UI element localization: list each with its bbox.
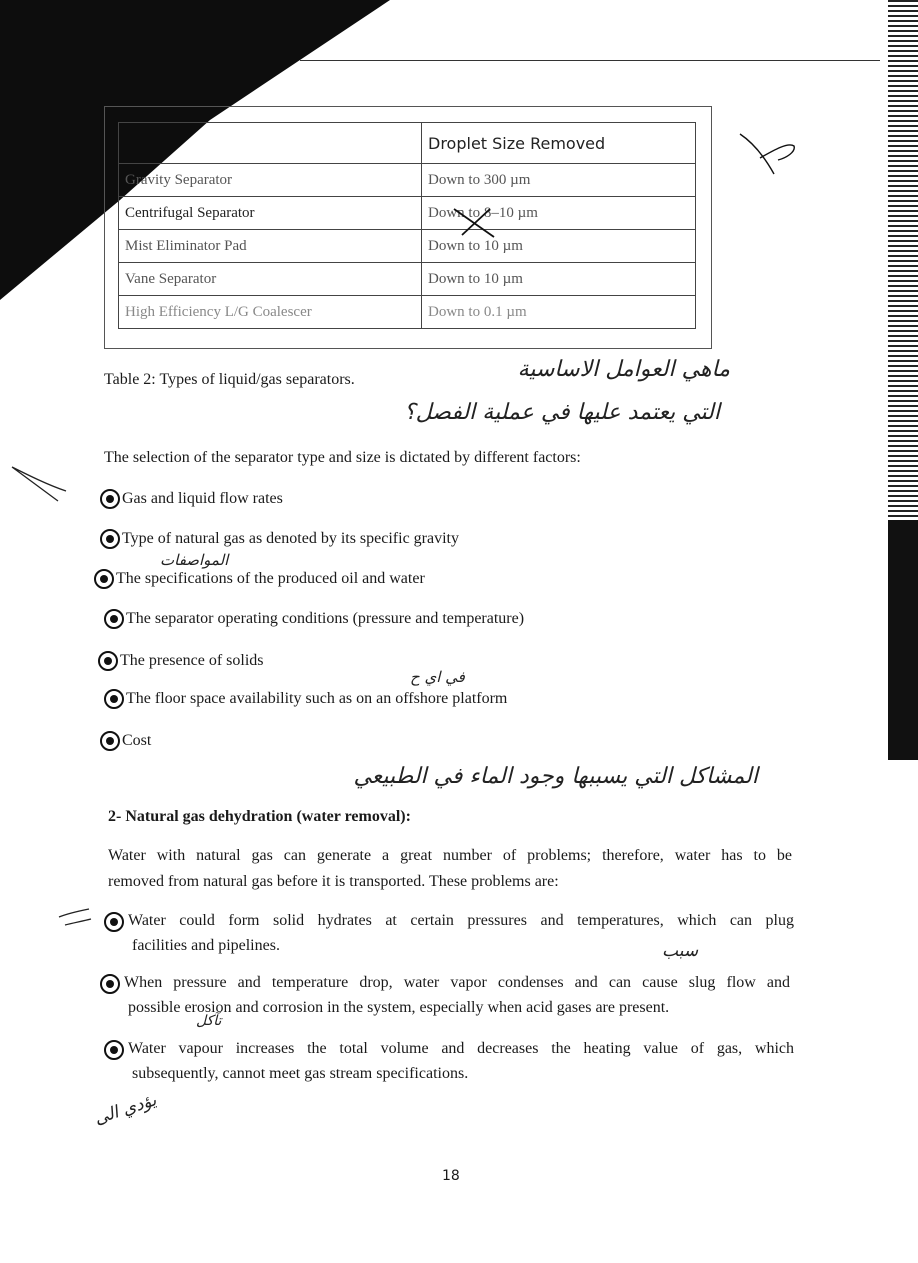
header-rule xyxy=(300,60,880,61)
bullet-icon xyxy=(98,651,118,671)
table-caption: Table 2: Types of liquid/gas separators. xyxy=(104,371,355,388)
handwritten-note: ماهي العوامل الاساسية xyxy=(517,357,730,382)
scan-edge-block xyxy=(888,520,918,760)
factors-intro: The selection of the separator type and size is dictated by different factors: xyxy=(104,449,581,466)
table-row xyxy=(119,230,696,263)
problem-line: facilities and pipelines. xyxy=(132,937,280,954)
separator-name: Mist Eliminator Pad xyxy=(119,230,422,263)
section-paragraph xyxy=(108,843,792,895)
droplet-size: Down to 10 µm xyxy=(422,230,696,263)
droplet-size: Down to 8–10 µm xyxy=(422,197,696,230)
list-item xyxy=(104,689,507,709)
bullet-icon xyxy=(100,731,120,751)
droplet-size: Down to 0.1 µm xyxy=(422,296,696,329)
droplet-size: Down to 300 µm xyxy=(422,164,696,197)
problem-line: When pressure and temperature drop, water vapor condenses and can cause slug flow and xyxy=(124,974,790,991)
problem-line: Water vapour increases the total volume and decreases the heating value of gas, which xyxy=(128,1040,794,1057)
section-heading: 2- Natural gas dehydration (water removal): xyxy=(108,808,411,825)
list-item xyxy=(104,609,524,629)
page-number: 18 xyxy=(442,1168,460,1184)
bullet-icon xyxy=(100,489,120,509)
table-row xyxy=(119,296,696,329)
problem-line: subsequently, cannot meet gas stream specifications. xyxy=(132,1065,469,1082)
handwritten-note: المواصفات xyxy=(160,551,229,569)
droplet-size: Down to 10 µm xyxy=(422,263,696,296)
factor-text: Gas and liquid flow rates xyxy=(122,490,283,507)
list-item xyxy=(104,1036,794,1086)
handwritten-note: تآكل xyxy=(196,1013,222,1029)
problem-line: possible erosion and corrosion in the system, especially when acid gases are present. xyxy=(128,999,670,1016)
bullet-icon xyxy=(104,609,124,629)
list-item xyxy=(98,651,264,671)
table-header-row xyxy=(119,123,696,164)
factor-text: The presence of solids xyxy=(120,652,264,669)
cross-mark xyxy=(450,205,500,240)
table-row xyxy=(119,263,696,296)
separator-name: Centrifugal Separator xyxy=(119,197,422,230)
handwritten-note: يؤدي الى xyxy=(92,1090,159,1130)
bullet-icon xyxy=(104,912,124,932)
bullet-icon xyxy=(100,529,120,549)
table-row xyxy=(119,197,696,230)
list-item xyxy=(100,529,459,549)
list-item xyxy=(100,489,283,509)
separator-name: Gravity Separator xyxy=(119,164,422,197)
table-row xyxy=(119,164,696,197)
handwritten-note: في اي ح xyxy=(410,668,465,686)
paragraph-line: Water with natural gas can generate a great number of problems; therefore, water has to be xyxy=(108,847,792,864)
margin-mark xyxy=(8,465,68,505)
problem-line: Water could form solid hydrates at certain pressures and temperatures, which can plug xyxy=(128,912,794,929)
handwritten-note: سبب xyxy=(662,941,699,961)
handwritten-note: التي يعتمد عليها في عملية الفصل؟ xyxy=(403,400,720,425)
factor-text: The separator operating conditions (pressure and temperature) xyxy=(126,610,525,627)
table-header-cell xyxy=(119,123,422,164)
bullet-icon xyxy=(94,569,114,589)
separator-name: High Efficiency L/G Coalescer xyxy=(119,296,422,329)
separator-name: Vane Separator xyxy=(119,263,422,296)
factor-text: The specifications of the produced oil and water xyxy=(116,570,425,587)
handwritten-note: المشاكل التي يسببها وجود الماء في الطبيعي xyxy=(353,764,758,789)
list-item xyxy=(100,731,151,751)
bullet-icon xyxy=(104,1040,124,1060)
separator-table xyxy=(118,122,696,329)
table-header-cell: Droplet Size Removed xyxy=(422,123,696,164)
factor-text: Type of natural gas as denoted by its specific gravity xyxy=(122,530,459,547)
factor-text: Cost xyxy=(122,732,152,749)
margin-mark xyxy=(55,905,95,930)
bullet-icon xyxy=(100,974,120,994)
factor-text: The floor space availability such as on an offshore platform xyxy=(126,690,508,707)
list-item xyxy=(94,569,425,589)
bullet-icon xyxy=(104,689,124,709)
paragraph-line: removed from natural gas before it is transported. These problems are: xyxy=(108,873,559,890)
check-mark xyxy=(738,130,798,180)
